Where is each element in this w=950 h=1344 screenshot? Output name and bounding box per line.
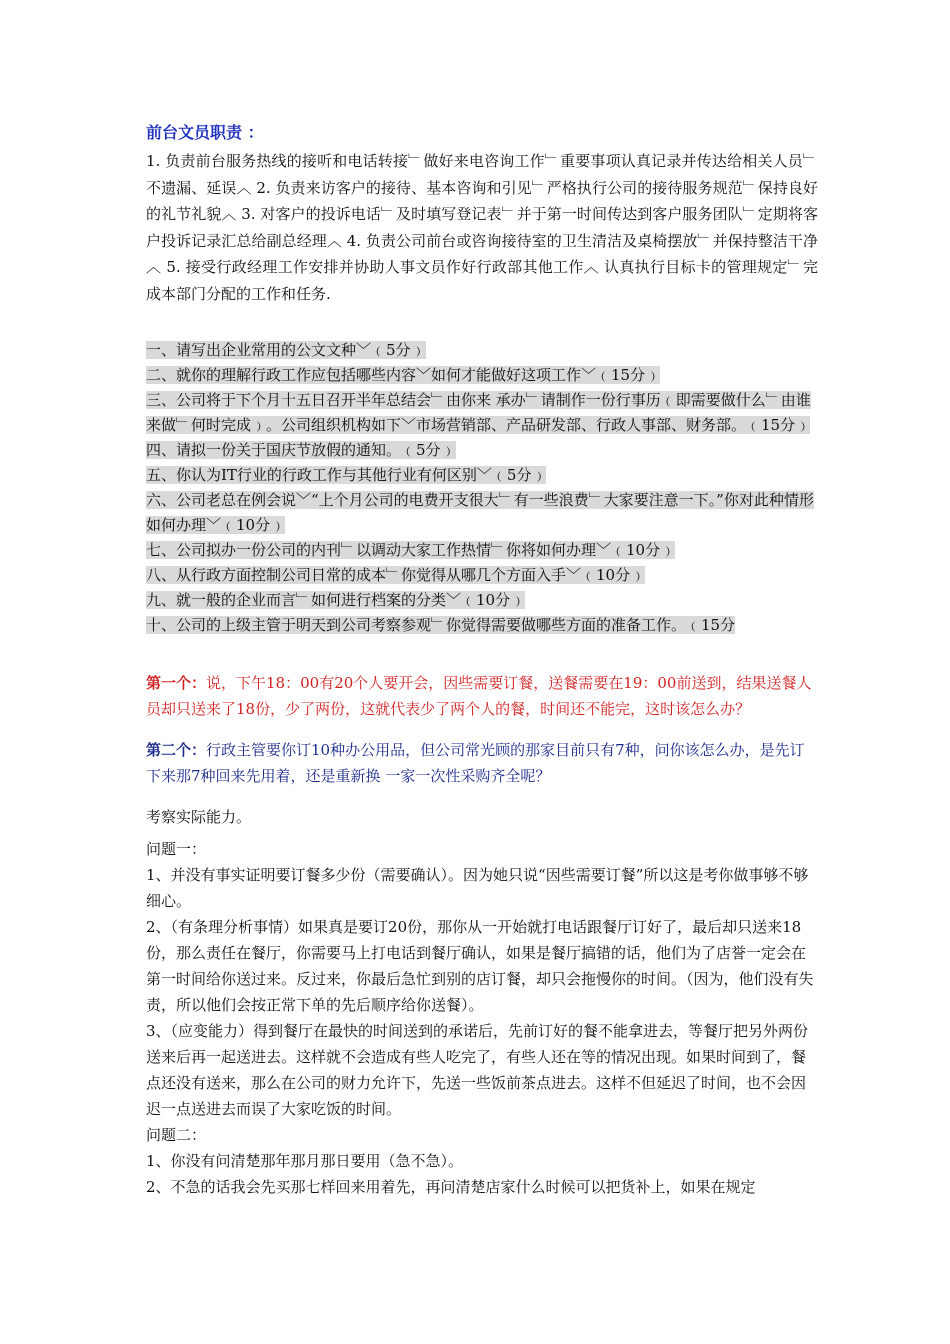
scenario-one — [146, 670, 818, 722]
problem-two-item: 2、不急的话我会先买那七样回来用着先，再问清楚店家什么时候可以把货补上，如果在规定 — [146, 1177, 756, 1196]
scenario-one-text: 说，下午18：00有20个人要开会，因些需要订餐，送餐需要在19：00前送到，结果送餐人员却只送来了18份，少了两份，这就代表少了两个人的餐，时间还不能完，这时该怎么办？ — [146, 673, 812, 718]
problem-one-item: 1、并没有事实证明要订餐多少份（需要确认）。因为她只说“因些需要订餐”所以这是考你做事够不够细心。 — [146, 865, 809, 910]
scenario-two-label: 第二个： — [146, 740, 207, 759]
document-page — [146, 120, 818, 1200]
problem-one-item: 2、（有条理分析事情）如果真是要订20份，那你从一开始就打电话跟餐厅订好了，最后却只送来18份，那么责任在餐厅，你需要马上打电话到餐厅确认，如果是餐厅搞错的话，他们为了店誉一定会在第一时间给你送过来。反过来，你最后急忙到别的店订餐，却只会拖慢你的时间。（因为，他们没有失责，所以他们会按正常下单的先后顺序给你送餐）。 — [146, 917, 814, 1014]
scenario-two-text: 行政主管要你订10种办公用品，但公司常光顾的那家目前只有7种，问你该怎么办，是先订下来那7种回来先用着，还是重新换 一家一次性采购齐全呢？ — [146, 740, 805, 785]
problem-one-heading: 问题一： — [146, 839, 207, 858]
question-list — [146, 338, 818, 638]
assessment-note: 考察实际能力。 — [146, 807, 252, 826]
duties-paragraph: 1. 负责前台服务热线的接听和电话转接﹂做好来电咨询工作﹂重要事项认真记录并传达给相关人员﹂不遗漏、延误︿ 2. 负责来访客户的接待、基本咨询和引见﹂严格执行公司的接待服务规范﹂保持良好的礼节礼貌︿ 3. 对客户的投诉电话﹂及时填写登记表﹂并于第一时间传达到客户服务团队﹂定期将客户投诉记录汇总给副总经理︿ 4. 负责公司前台或咨询接待室的卫生清洁及桌椅摆放﹂并保持整洁干净︿ 5. 接受行政经理工作安排并协助人事文员作好行政部其他工作︿ 认真执行目标卡的管理规定﹂完成本部门分配的工作和任务. — [146, 152, 818, 303]
question-item: 一、请写出企业常用的公文文种﹀﹙5分﹚ — [146, 340, 426, 359]
question-item: 十、公司的上级主管于明天到公司考察参观﹂你觉得需要做哪些方面的准备工作。﹙15分 — [146, 615, 736, 634]
question-item: 五、你认为IT行业的行政工作与其他行业有何区别﹀﹙5分﹚ — [146, 465, 547, 484]
question-item: 四、请拟一份关于国庆节放假的通知。﹙5分﹚ — [146, 440, 456, 459]
scenario-two — [146, 737, 818, 789]
problem-two-item: 1、你没有问清楚那年那月那日要用（急不急）。 — [146, 1151, 464, 1170]
scenario-one-label: 第一个： — [146, 673, 207, 692]
question-item: 三、公司将于下个月十五日召开半年总结会﹂由你来 承办﹂请制作一份行事历﹙即需要做什么﹂由谁来做﹂何时完成﹚。公司组织机构如下﹀市场营销部、产品研发部、行政人事部、财务部。﹙15分﹚ — [146, 390, 811, 434]
question-item: 二、就你的理解行政工作应包括哪些内容﹀如何才能做好这项工作﹀﹙15分﹚ — [146, 365, 661, 384]
page-title: 前台文员职责 ： — [146, 123, 264, 142]
problem-two-heading: 问题二： — [146, 1125, 207, 1144]
question-item: 七、公司拟办一份公司的内刊﹂以调动大家工作热情﹂你将如何办理﹀﹙10分﹚ — [146, 540, 676, 559]
question-item: 六、公司老总在例会说﹀“上个月公司的电费开支很大﹂有一些浪费﹂大家要注意一下。”你对此种情形如何办理﹀﹙10分﹚ — [146, 490, 814, 534]
problem-one-item: 3、（应变能力）得到餐厅在最快的时间送到的承诺后，先前订好的餐不能拿进去，等餐厅把另外两份送来后再一起送进去。这样就不会造成有些人吃完了，有些人还在等的情况出现。如果时间到了，餐点还没有送来，那么在公司的财力允许下，先送一些饭前茶点进去。这样不但延迟了时间，也不会因迟一点送进去而误了大家吃饭的时间。 — [146, 1021, 809, 1118]
question-item: 八、从行政方面控制公司日常的成本﹂你觉得从哪几个方面入手﹀﹙10分﹚ — [146, 565, 646, 584]
question-item: 九、就一般的企业而言﹂如何进行档案的分类﹀﹙10分﹚ — [146, 590, 526, 609]
